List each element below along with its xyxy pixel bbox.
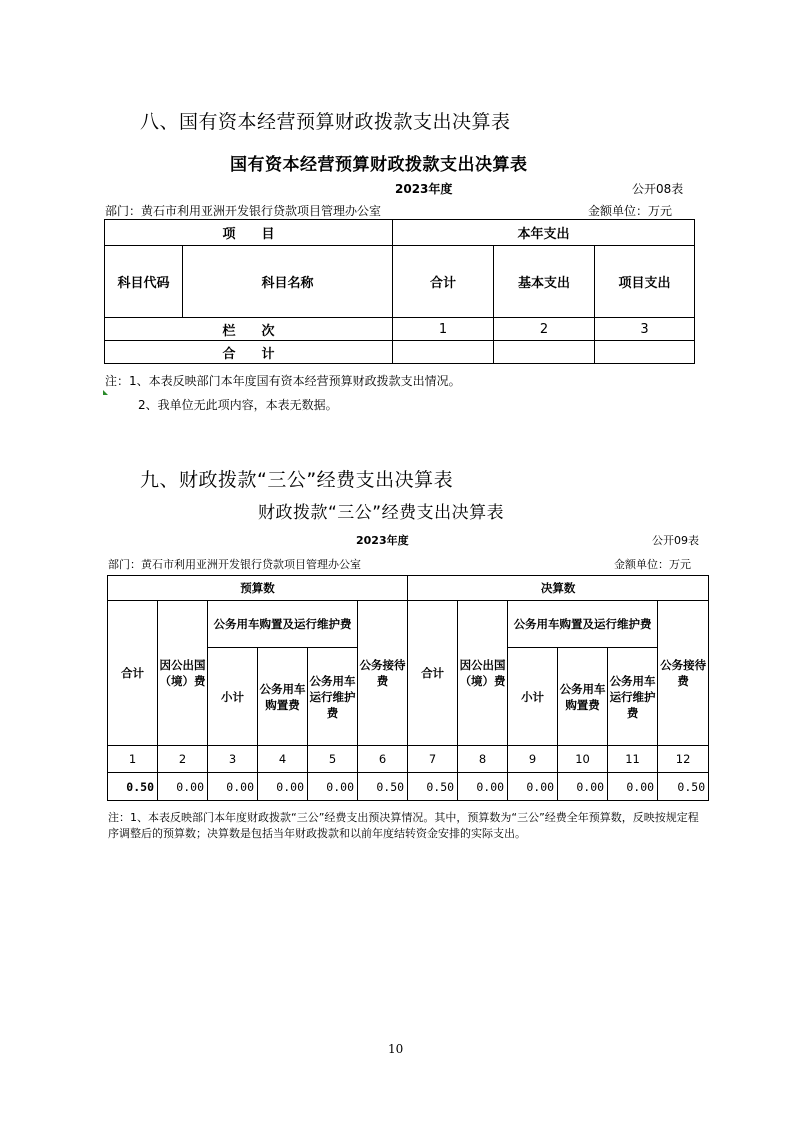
section1-note2: 2、我单位无此项内容，本表无数据。 <box>138 398 338 412</box>
value-cell: 0.00 <box>308 773 358 801</box>
final-vehicle-header: 公务用车购置及运行维护费 <box>508 601 658 648</box>
value-cell: 0.50 <box>658 773 709 801</box>
value-cell: 0.00 <box>508 773 558 801</box>
budget-abroad-header: 因公出国（境）费 <box>158 601 208 746</box>
section2-note: 注：1、本表反映部门本年度财政拨款“三公”经费支出预决算情况。其中，预算数为“三公”经费全年预算数，反映按规定程序调整后的预算数；决算数是包括当年财政拨款和以前年度结转资金安排的实际支出。 <box>108 811 699 840</box>
total-cell-3 <box>595 341 695 364</box>
section2-table-no: 公开09表 <box>652 534 699 547</box>
section2-title: 财政拨款“三公”经费支出决算表 <box>258 503 505 523</box>
final-reception-header: 公务接待费 <box>658 601 709 746</box>
col-number: 11 <box>608 746 658 773</box>
col-number: 7 <box>408 746 458 773</box>
col-number-2: 2 <box>494 318 595 341</box>
total-row-label: 合 计 <box>105 341 393 364</box>
col-number: 6 <box>358 746 408 773</box>
section2-unit: 金额单位：万元 <box>614 558 691 571</box>
total-header: 合计 <box>393 246 494 318</box>
section1-department: 部门：黄石市利用亚洲开发银行贷款项目管理办公室 <box>105 204 382 218</box>
name-header: 科目名称 <box>183 246 393 318</box>
section1-heading: 八、国有资本经营预算财政拨款支出决算表 <box>140 111 511 133</box>
final-purchase-header: 公务用车购置费 <box>558 648 608 746</box>
col-number: 3 <box>208 746 258 773</box>
budget-purchase-header: 公务用车购置费 <box>258 648 308 746</box>
col-number: 12 <box>658 746 709 773</box>
budget-reception-header: 公务接待费 <box>358 601 408 746</box>
value-cell: 0.50 <box>408 773 458 801</box>
total-cell-1 <box>393 341 494 364</box>
item-header: 项 目 <box>105 220 393 246</box>
value-cell: 0.00 <box>558 773 608 801</box>
value-cell: 0.00 <box>608 773 658 801</box>
final-operation-header: 公务用车运行维护费 <box>608 648 658 746</box>
final-subtotal-header: 小计 <box>508 648 558 746</box>
budget-vehicle-header: 公务用车购置及运行维护费 <box>208 601 358 648</box>
section2-year: 2023年度 <box>356 534 409 547</box>
section1-year: 2023年度 <box>395 182 453 196</box>
final-header: 决算数 <box>408 576 709 601</box>
final-total-header: 合计 <box>408 601 458 746</box>
page-number: 10 <box>388 1042 404 1056</box>
col-number: 10 <box>558 746 608 773</box>
section1-table <box>104 219 695 364</box>
value-cell: 0.00 <box>158 773 208 801</box>
value-cell: 0.50 <box>108 773 158 801</box>
section1-title: 国有资本经营预算财政拨款支出决算表 <box>230 155 528 175</box>
col-number-1: 1 <box>393 318 494 341</box>
value-cell: 0.00 <box>258 773 308 801</box>
col-number-3: 3 <box>595 318 695 341</box>
value-cell: 0.50 <box>358 773 408 801</box>
col-number: 2 <box>158 746 208 773</box>
code-header: 科目代码 <box>105 246 183 318</box>
current-year-header: 本年支出 <box>393 220 695 246</box>
total-cell-2 <box>494 341 595 364</box>
col-number: 1 <box>108 746 158 773</box>
budget-operation-header: 公务用车运行维护费 <box>308 648 358 746</box>
row-label: 栏 次 <box>105 318 393 341</box>
section2-department: 部门：黄石市利用亚洲开发银行贷款项目管理办公室 <box>108 558 361 571</box>
budget-total-header: 合计 <box>108 601 158 746</box>
col-number: 5 <box>308 746 358 773</box>
final-abroad-header: 因公出国（境）费 <box>458 601 508 746</box>
col-number: 9 <box>508 746 558 773</box>
basic-header: 基本支出 <box>494 246 595 318</box>
section2-table <box>107 575 709 801</box>
value-cell: 0.00 <box>208 773 258 801</box>
col-number: 4 <box>258 746 308 773</box>
section1-unit: 金额单位：万元 <box>588 204 673 218</box>
section1-note1: 注：1、本表反映部门本年度国有资本经营预算财政拨款支出情况。 <box>105 374 461 388</box>
section2-heading: 九、财政拨款“三公”经费支出决算表 <box>140 469 454 491</box>
col-number: 8 <box>458 746 508 773</box>
value-cell: 0.00 <box>458 773 508 801</box>
project-header: 项目支出 <box>595 246 695 318</box>
budget-subtotal-header: 小计 <box>208 648 258 746</box>
section1-table-no: 公开08表 <box>632 182 684 196</box>
corner-mark <box>103 390 108 395</box>
budget-header: 预算数 <box>108 576 408 601</box>
